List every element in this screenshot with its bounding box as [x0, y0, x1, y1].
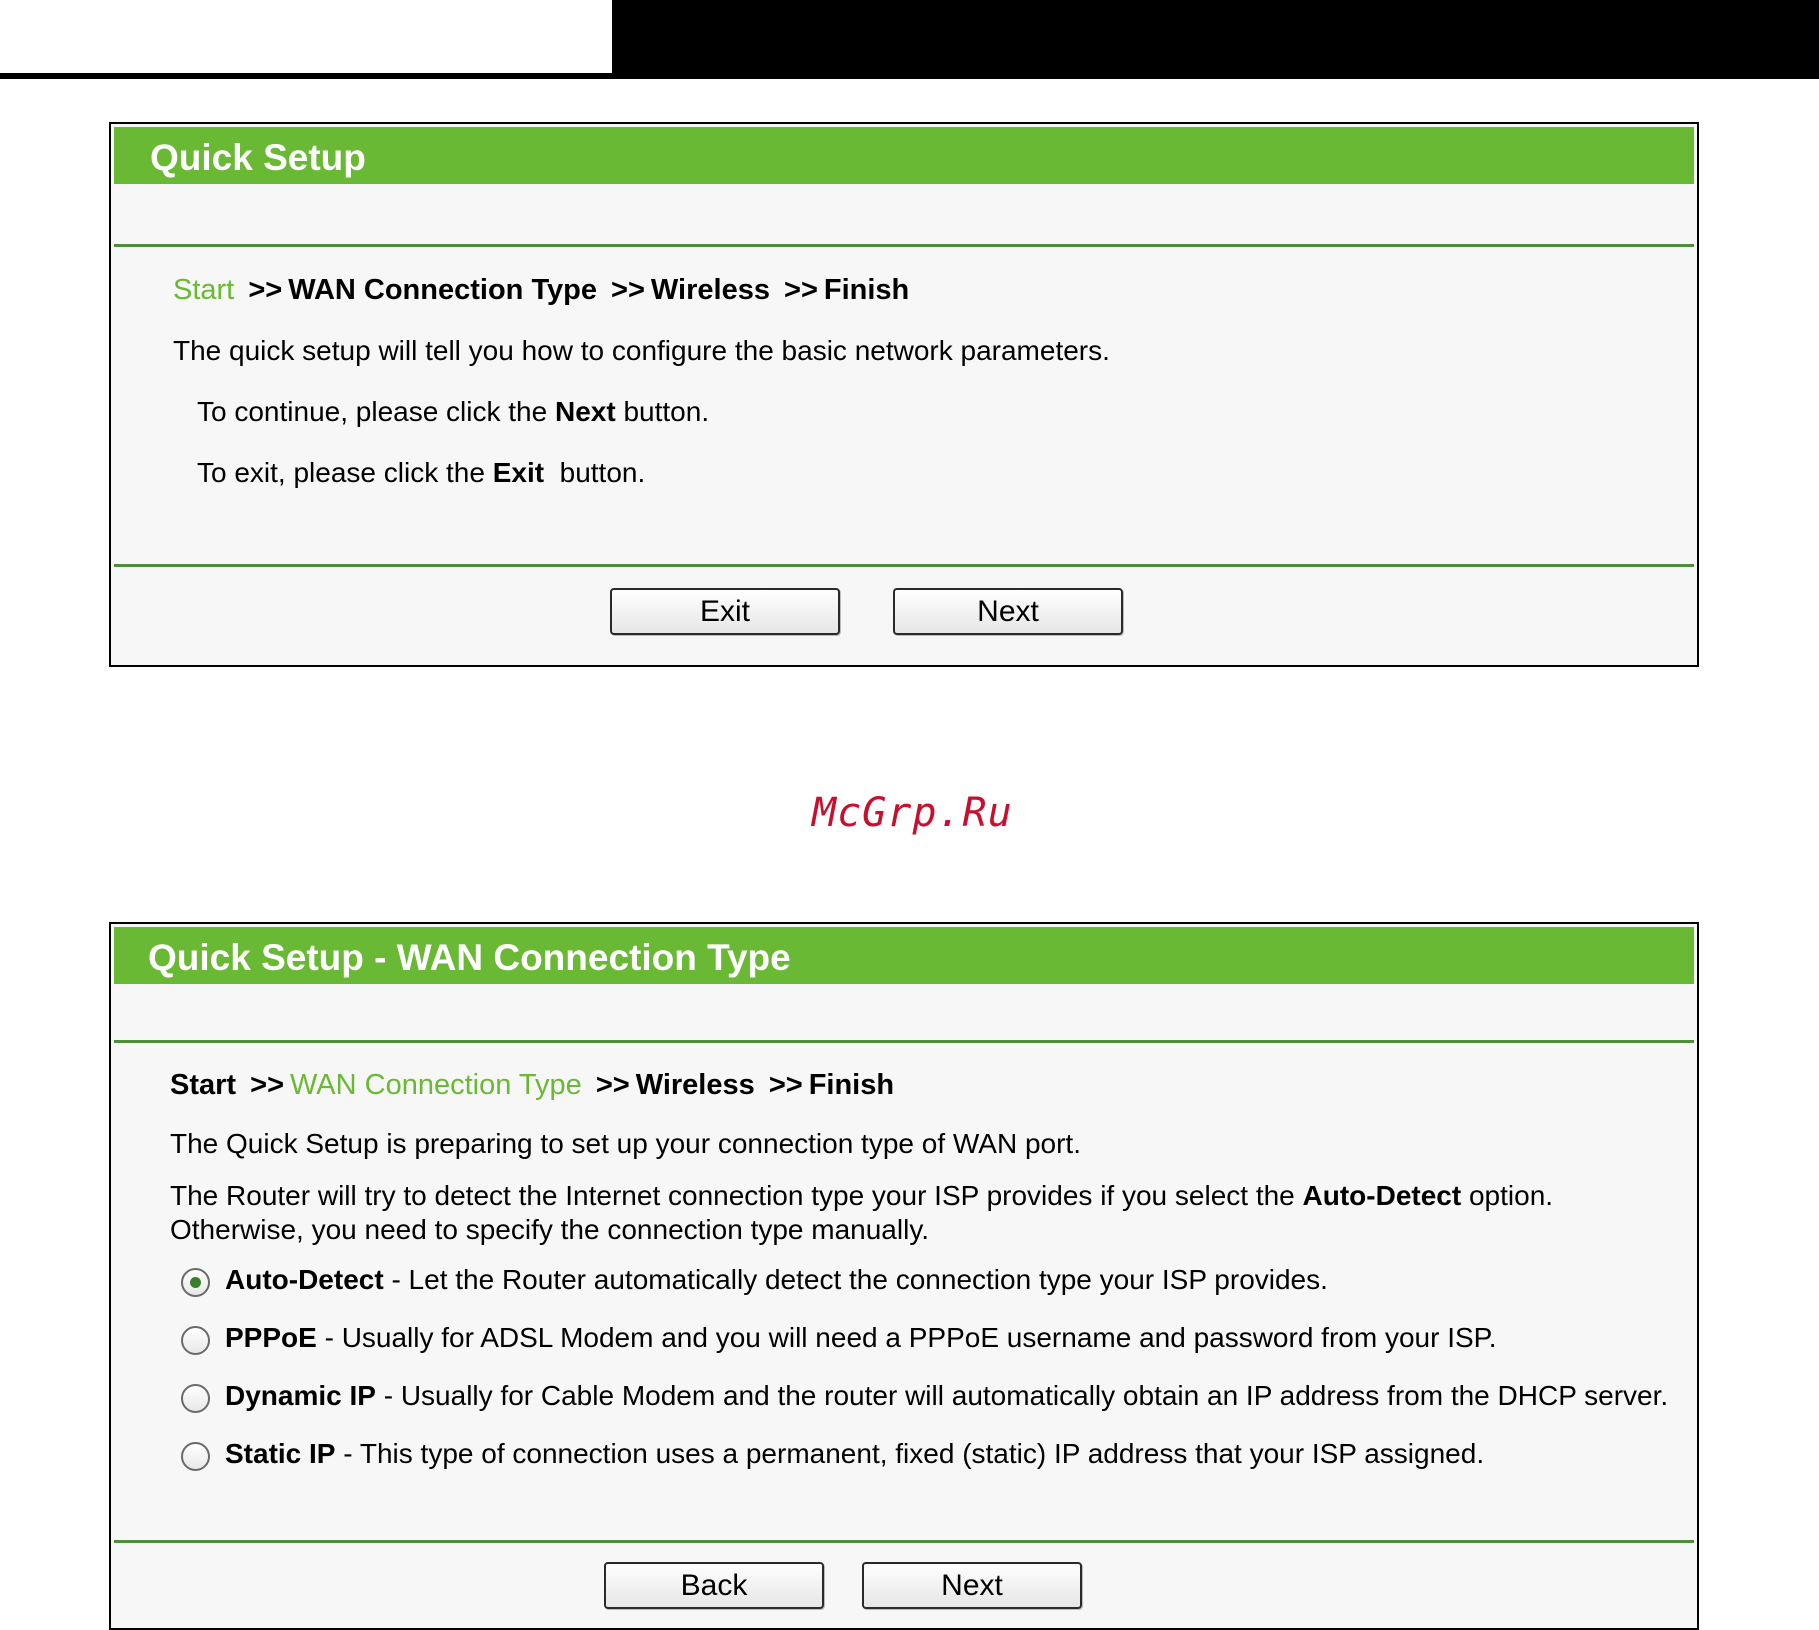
breadcrumb-sep: >> [611, 274, 645, 306]
panel-header [114, 127, 1694, 184]
option-label [225, 1262, 1328, 1298]
option-name: Dynamic IP [225, 1380, 376, 1411]
breadcrumb-sep: >> [784, 274, 818, 306]
quick-setup-panel [109, 122, 1699, 667]
breadcrumb-start: Start [170, 1069, 237, 1101]
option-desc: - Usually for ADSL Modem and you will need a PPPoE username and password from your ISP. [316, 1322, 1497, 1353]
breadcrumb [173, 274, 909, 307]
detect-text-line2: Otherwise, you need to specify the connection type manually. [170, 1214, 930, 1245]
divider [114, 244, 1694, 247]
breadcrumb-start: Start [173, 274, 235, 306]
intro-text: The quick setup will tell you how to configure the basic network parameters. [173, 335, 1110, 366]
continue-suffix: button. [615, 396, 710, 427]
option-desc: - Usually for Cable Modem and the router will automatically obtain an IP address from the DHCP server. [375, 1380, 1669, 1411]
panel-header [114, 927, 1694, 984]
continue-text [197, 395, 709, 429]
breadcrumb-wireless: Wireless [650, 274, 770, 306]
back-button[interactable]: Back [604, 1562, 824, 1609]
exit-button[interactable]: Exit [610, 588, 840, 635]
option-label [225, 1320, 1497, 1356]
page-title: Quick Setup - WAN Connection Type [148, 937, 791, 978]
breadcrumb-finish: Finish [823, 274, 910, 306]
detect-text [170, 1179, 1553, 1213]
detect-prefix: The Router will try to detect the Internet connection type your ISP provides if you select the [170, 1180, 1303, 1211]
divider [114, 1540, 1694, 1543]
next-button[interactable]: Next [893, 588, 1123, 635]
divider [114, 564, 1694, 567]
option-desc: - This type of connection uses a permanent, fixed (static) IP address that your ISP assigned. [335, 1438, 1485, 1469]
breadcrumb-wan: WAN Connection Type [290, 1069, 582, 1101]
continue-bold: Next [554, 396, 616, 427]
breadcrumb-sep: >> [768, 1069, 803, 1101]
continue-prefix: To continue, please click the [197, 396, 555, 427]
radio-static-ip[interactable] [181, 1442, 210, 1471]
breadcrumb-finish: Finish [808, 1069, 895, 1101]
divider [114, 1040, 1694, 1043]
option-label [225, 1436, 1484, 1472]
breadcrumb-sep: >> [250, 1069, 285, 1101]
breadcrumb-sep: >> [595, 1069, 630, 1101]
option-name: Auto-Detect [225, 1264, 384, 1295]
breadcrumb-sep: >> [248, 274, 283, 306]
radio-auto-detect[interactable] [181, 1268, 210, 1297]
breadcrumb [170, 1069, 894, 1102]
option-desc: - Let the Router automatically detect the connection type your ISP provides. [383, 1264, 1328, 1295]
next-button[interactable]: Next [862, 1562, 1082, 1609]
option-label [225, 1378, 1668, 1414]
exit-text [197, 456, 645, 490]
breadcrumb-wireless: Wireless [635, 1069, 755, 1101]
option-name: Static IP [225, 1438, 336, 1469]
detect-suffix: option. [1461, 1180, 1554, 1211]
intro-text: The Quick Setup is preparing to set up your connection type of WAN port. [170, 1128, 1081, 1159]
detect-bold: Auto-Detect [1302, 1180, 1462, 1211]
wan-connection-type-panel [109, 922, 1699, 1630]
exit-bold: Exit [492, 457, 545, 488]
breadcrumb-wan: WAN Connection Type [288, 274, 597, 306]
exit-prefix: To exit, please click the [197, 457, 493, 488]
option-name: PPPoE [225, 1322, 317, 1353]
exit-suffix: button. [544, 457, 646, 488]
page-title: Quick Setup [150, 137, 366, 178]
top-bar-left [0, 0, 612, 79]
top-bar-right [612, 0, 1819, 79]
radio-dynamic-ip[interactable] [181, 1384, 210, 1413]
watermark: McGrp.Ru [812, 790, 1013, 836]
radio-pppoe[interactable] [181, 1326, 210, 1355]
